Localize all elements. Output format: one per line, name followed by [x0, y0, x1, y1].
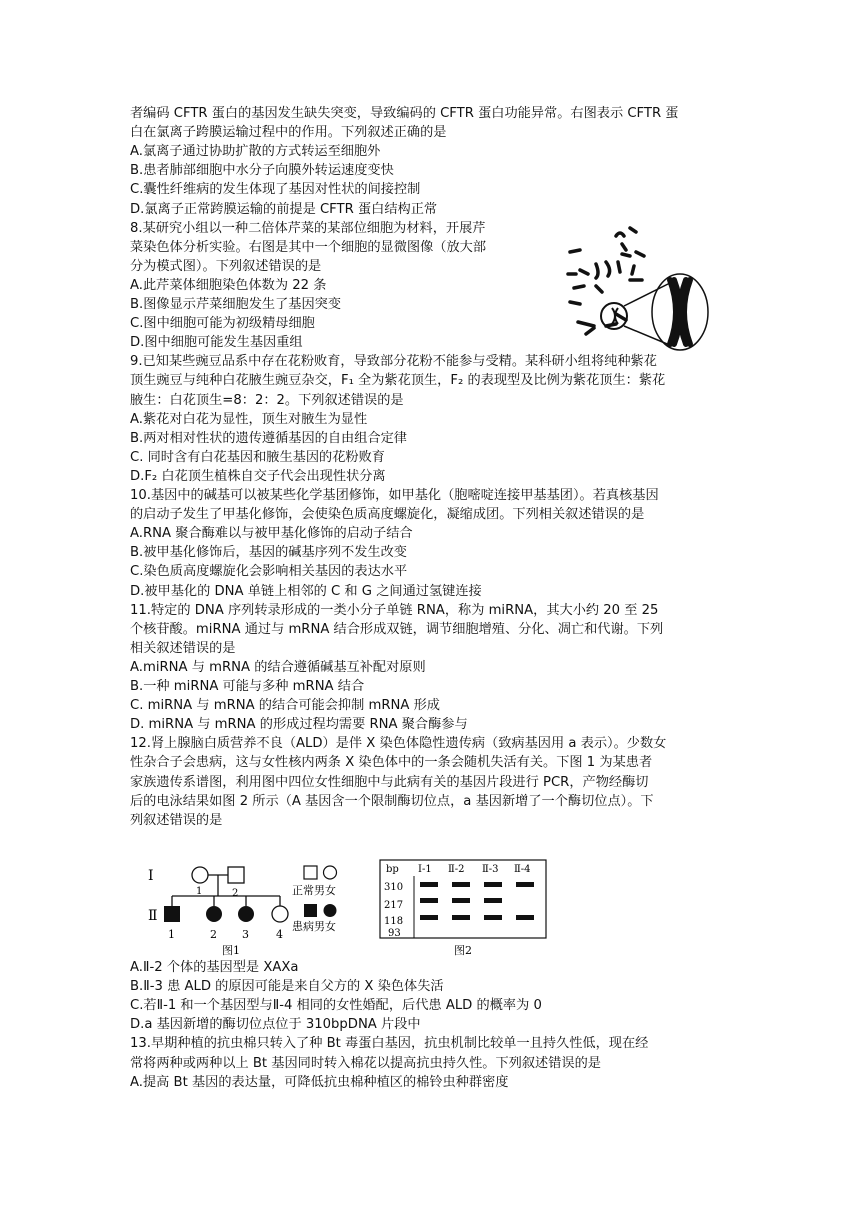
- size-118: 118: [384, 916, 404, 927]
- text-line: 家族遗传系谱图，利用图中四位女性细胞中与此病有关的基因片段进行 PCR，产物经酶切: [130, 774, 649, 790]
- text-line: 者编码 CFTR 蛋白的基因发生缺失突变，导致编码的 CFTR 蛋白功能异常。右图表示 CFTR 蛋: [130, 106, 679, 121]
- text-line: C.染色质高度螺旋化会影响相关基因的表达水平: [130, 564, 408, 580]
- text-line: D.图中细胞可能发生基因重组: [130, 335, 303, 351]
- text-line: B.患者肺部细胞中水分子向膜外转运速度变快: [130, 163, 394, 179]
- i2-male: [228, 867, 244, 883]
- text-line: 10.基因中的碱基可以被某些化学基团修饰，如甲基化（胞嘧啶连接甲基基团）。若真核基因: [130, 488, 659, 503]
- ii2-affected-female: [206, 906, 222, 922]
- text-line: 菜染色体分析实验。右图是其中一个细胞的显微图像（放大部: [130, 239, 487, 255]
- text-line: 8.某研究小组以一种二倍体芹菜的某部位细胞为材料，开展芹: [130, 220, 486, 236]
- size-217: 217: [384, 900, 404, 911]
- text-line: 分为模式图）。下列叙述错误的是: [130, 258, 322, 274]
- size-93: 93: [388, 928, 401, 939]
- fig1-caption: 图1: [222, 944, 240, 957]
- electrophoresis-figure: [378, 858, 548, 958]
- text-line: D.氯离子正常跨膜运输的前提是 CFTR 蛋白结构正常: [130, 201, 438, 217]
- lane-2: Ⅱ-2: [448, 864, 465, 875]
- text-line: B.Ⅱ-3 患 ALD 的原因可能是来自父方的 X 染色体失活: [130, 979, 444, 995]
- legend-affected: 患病男女: [292, 920, 336, 933]
- i2-number: 2: [232, 888, 239, 899]
- text-line: C.图中细胞可能为初级精母细胞: [130, 316, 315, 332]
- text-line: B.两对相对性状的遗传遵循基因的自由组合定律: [130, 430, 407, 446]
- ii3-affected-female: [238, 906, 254, 922]
- ii4-number: 4: [276, 928, 283, 941]
- text-line: C. 同时含有白花基因和腋生基因的花粉败育: [130, 449, 385, 465]
- text-line: 后的电泳结果如图 2 所示（A 基因含一个限制酶切位点，a 基因新增了一个酶切位点）。下: [130, 793, 654, 809]
- text-line: C.若Ⅱ-1 和一个基因型与Ⅱ-4 相同的女性婚配，后代患 ALD 的概率为 0: [130, 998, 542, 1014]
- text-line: 白在氯离子跨膜运输过程中的作用。下列叙述正确的是: [130, 125, 447, 141]
- text-line: 顶生豌豆与纯种白花腋生豌豆杂交，F₁ 全为紫花顶生，F₂ 的表现型及比例为紫花顶生：紫花: [130, 373, 666, 389]
- text-line: D. miRNA 与 mRNA 的形成过程均需要 RNA 聚合酶参与: [130, 717, 468, 733]
- lane-4: Ⅱ-4: [514, 864, 531, 875]
- size-310: 310: [384, 882, 404, 893]
- i1-number: 1: [196, 886, 203, 897]
- gen2-label: Ⅱ: [148, 908, 158, 924]
- pedigree-figure: [140, 858, 360, 958]
- text-line: C.囊性纤维病的发生体现了基因对性状的间接控制: [130, 182, 421, 198]
- ii4-normal-female: [272, 906, 288, 922]
- text-line: B.图像显示芹菜细胞发生了基因突变: [130, 297, 342, 312]
- gen1-label: Ⅰ: [148, 868, 154, 884]
- text-line: D.a 基因新增的酶切位点位于 310bpDNA 片段中: [130, 1017, 421, 1033]
- text-line: A.氯离子通过协助扩散的方式转运至细胞外: [130, 144, 381, 160]
- text-line: D.F₂ 白花顶生植株自交子代会出现性状分离: [130, 468, 386, 484]
- text-line: 个核苷酸。miRNA 通过与 mRNA 结合形成双链，调节细胞增殖、分化、凋亡和代谢。下列: [130, 621, 664, 637]
- text-line: 腋生：白花顶生=8：2：2。下列叙述错误的是: [130, 392, 404, 408]
- ii1-number: 1: [168, 928, 175, 941]
- bp-label: bp: [386, 864, 399, 875]
- lane-3: Ⅱ-3: [482, 864, 499, 875]
- i1-female: [192, 867, 208, 883]
- text-line: D.被甲基化的 DNA 单链上相邻的 C 和 G 之间通过氢键连接: [130, 583, 482, 599]
- ii3-number: 3: [242, 928, 249, 941]
- gel-bands: [420, 882, 534, 920]
- text-line: A.紫花对白花为显性，顶生对腋生为显性: [130, 411, 368, 427]
- text-line: 的启动子发生了甲基化修饰，会使染色质高度螺旋化，凝缩成团。下列相关叙述错误的是: [130, 507, 645, 523]
- text-line: C. miRNA 与 mRNA 的结合可能会抑制 mRNA 形成: [130, 698, 440, 714]
- text-line: 11.特定的 DNA 序列转录形成的一类小分子单链 RNA，称为 miRNA，其大小约 20 至 25: [130, 602, 659, 618]
- text-line: 列叙述错误的是: [130, 812, 223, 828]
- fig2-caption: 图2: [454, 944, 472, 957]
- chromosome-spread: [568, 228, 644, 334]
- enlarged-chromosome: [670, 280, 690, 344]
- text-line: A.miRNA 与 mRNA 的结合遵循碱基互补配对原则: [130, 659, 426, 675]
- text-line: 性杂合子会患病，这与女性核内两条 X 染色体中的一条会随机失活有关。下图 1 为某患者: [130, 755, 653, 771]
- ii2-number: 2: [210, 928, 217, 941]
- ii1-affected-male: [164, 906, 180, 922]
- text-line: 9.已知某些豌豆品系中存在花粉败育，导致部分花粉不能参与受精。某科研小组将纯种紫花: [130, 354, 657, 370]
- text-line: 常将两种或两种以上 Bt 基因同时转入棉花以提高抗虫持久性。下列叙述错误的是: [130, 1055, 601, 1071]
- text-line: A.此芹菜体细胞染色体数为 22 条: [130, 277, 327, 293]
- text-line: 相关叙述错误的是: [130, 640, 236, 656]
- text-line: 13.早期种植的抗虫棉只转入了种 Bt 毒蛋白基因，抗虫机制比较单一且持久性低，现在经: [130, 1036, 649, 1052]
- text-line: 12.肾上腺脑白质营养不良（ALD）是伴 X 染色体隐性遗传病（致病基因用 a 表示）。少数女: [130, 736, 667, 752]
- text-line: A.Ⅱ-2 个体的基因型是 XAXa: [130, 960, 299, 975]
- legend-normal: 正常男女: [292, 884, 336, 897]
- text-line: A.RNA 聚合酶难以与被甲基化修饰的启动子结合: [130, 526, 413, 542]
- lane-1: Ⅰ-1: [418, 864, 432, 875]
- text-line: A.提高 Bt 基因的表达量，可降低抗虫棉种植区的棉铃虫种群密度: [130, 1074, 509, 1090]
- text-line: B.被甲基化修饰后，基因的碱基序列不发生改变: [130, 545, 407, 561]
- text-line: B.一种 miRNA 可能与多种 mRNA 结合: [130, 679, 365, 694]
- chromosome-figure: [560, 222, 720, 352]
